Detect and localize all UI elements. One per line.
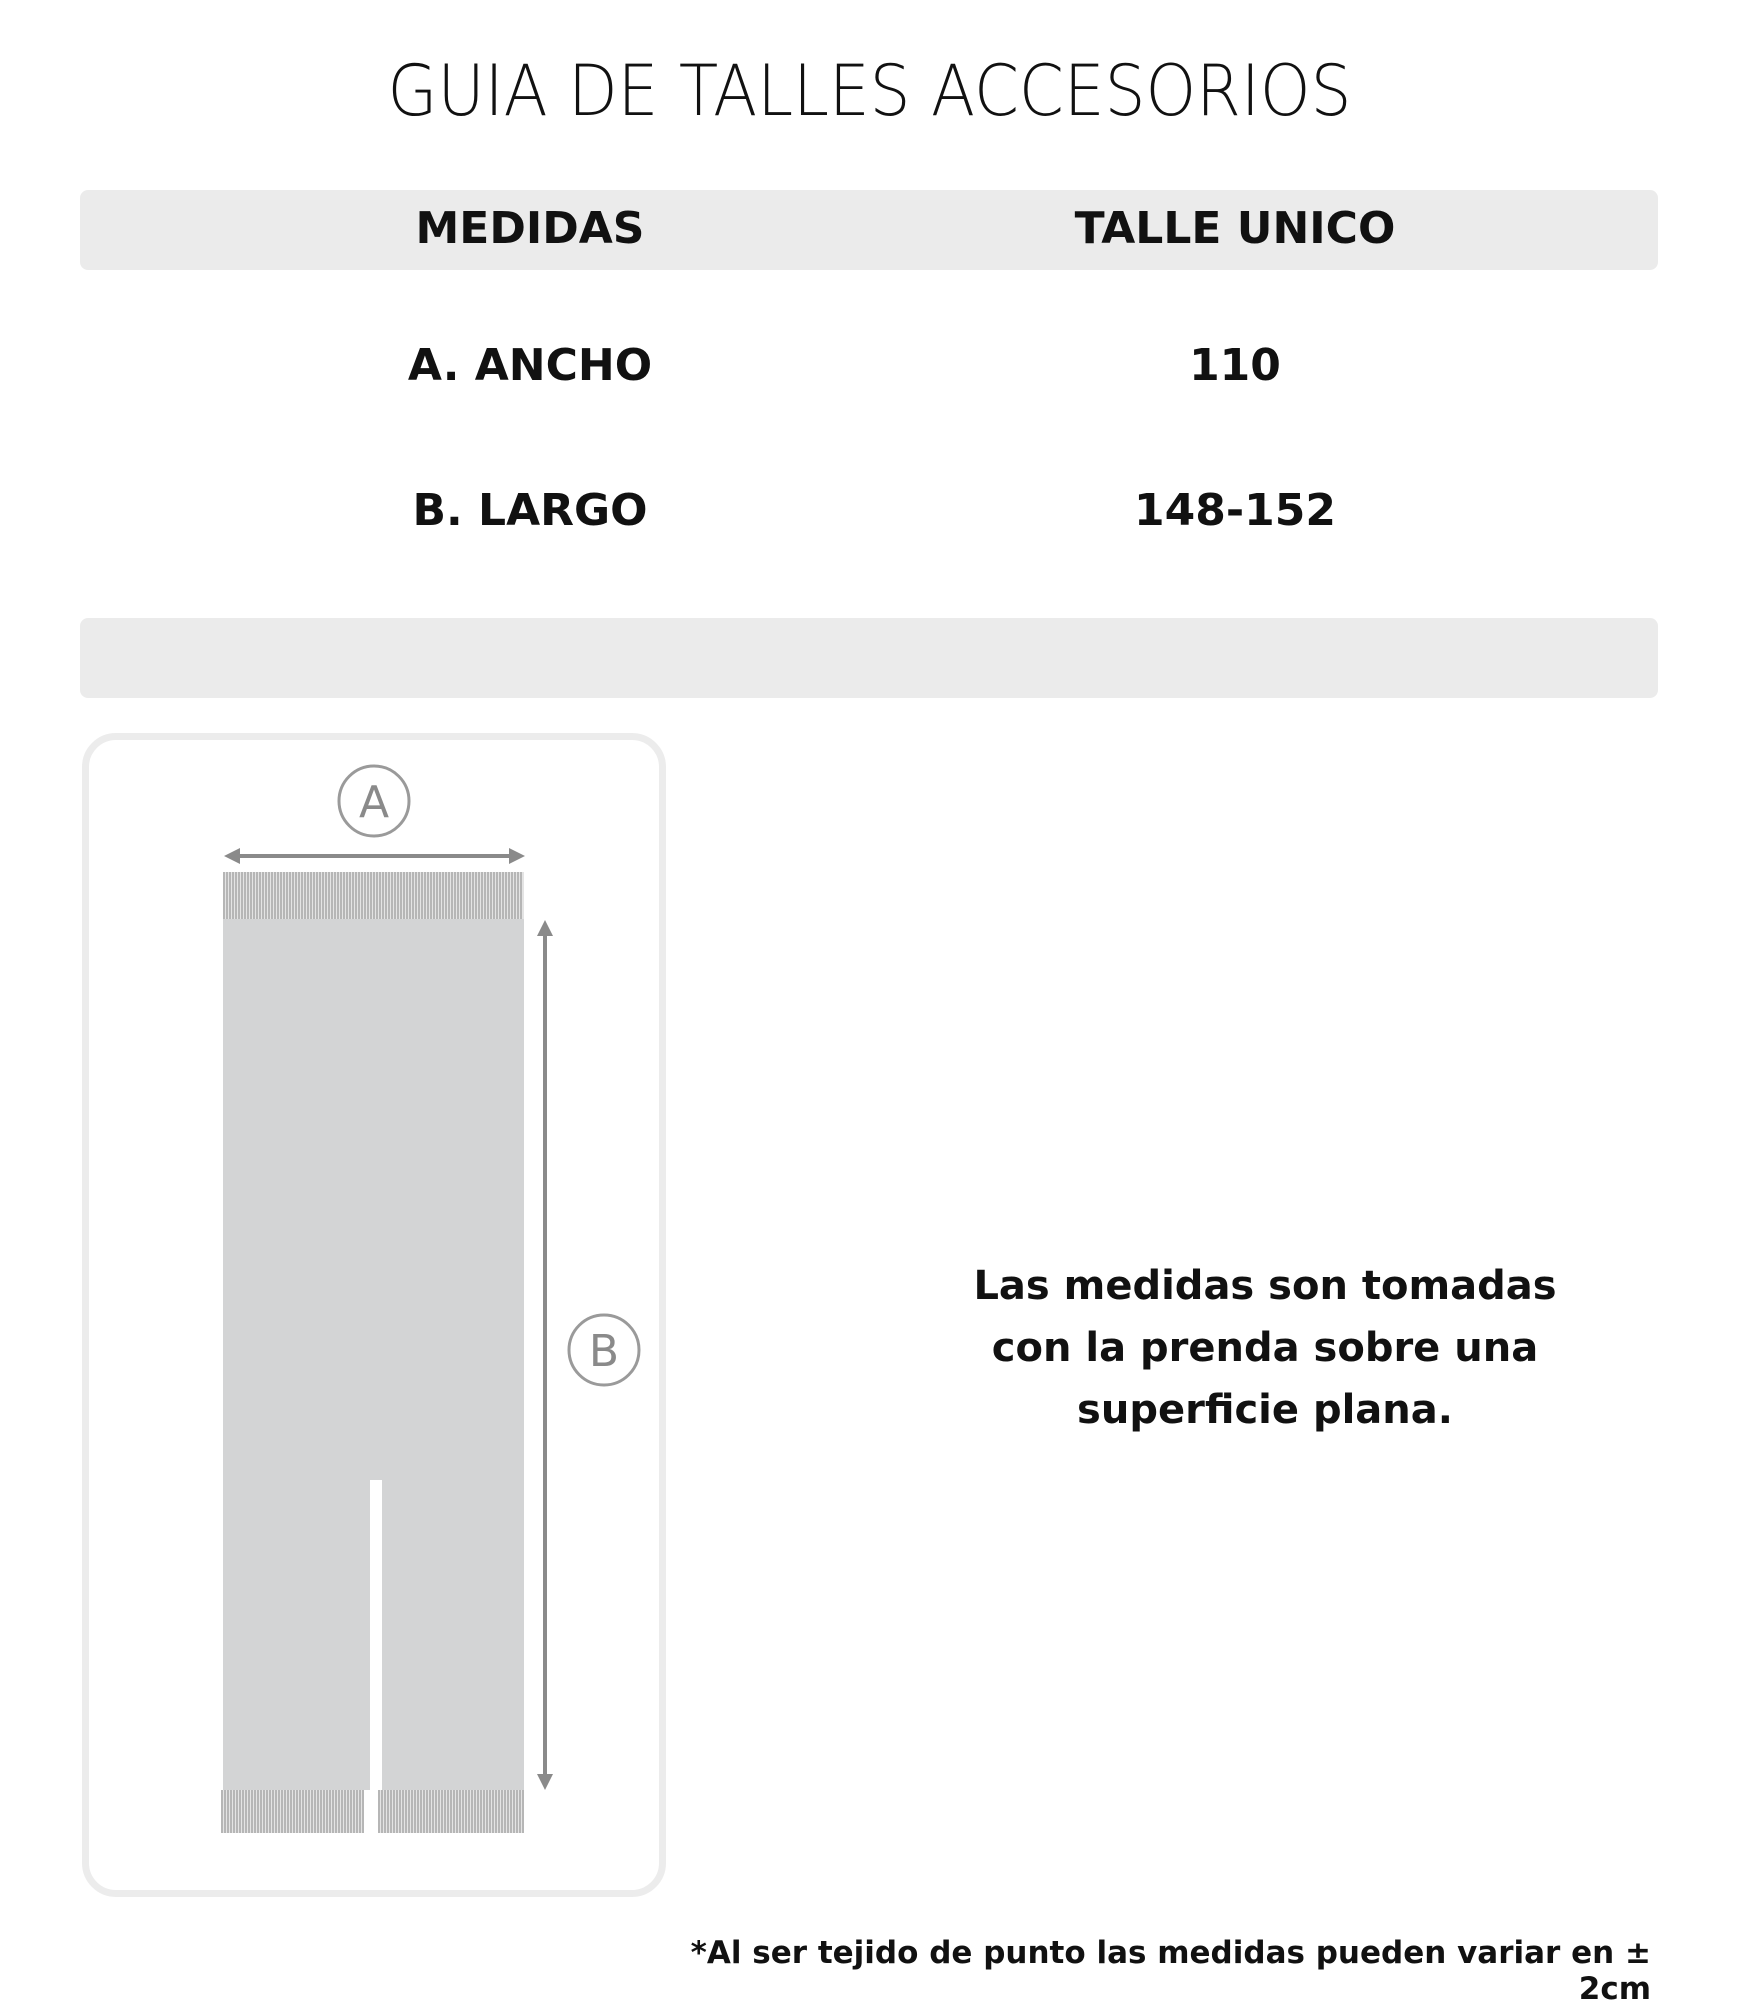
row-ancho-value: 110 xyxy=(1189,340,1281,391)
label-a: A xyxy=(358,777,390,828)
header-talle-unico: TALLE UNICO xyxy=(1074,203,1396,254)
footnote: *Al ser tejido de punto las medidas pueden variar en ± 2cm xyxy=(690,1935,1651,2007)
label-b: B xyxy=(588,1326,620,1377)
table-footer-band xyxy=(80,618,1658,698)
top-fringe xyxy=(223,872,524,919)
row-largo-value: 148-152 xyxy=(1134,485,1336,536)
row-largo-label: B. LARGO xyxy=(412,485,648,536)
label-b-badge xyxy=(569,1315,639,1385)
scarf-body xyxy=(223,919,524,1790)
page-title: GUIA DE TALLES ACCESORIOS xyxy=(387,50,1352,132)
width-arrow xyxy=(224,848,525,864)
header-medidas: MEDIDAS xyxy=(415,203,645,254)
scarf-diagram xyxy=(82,733,666,1897)
length-arrow xyxy=(537,920,553,1790)
measurement-note: Las medidas son tomadas con la prenda sobre una superficie plana. xyxy=(973,1263,1557,1433)
bottom-fringe xyxy=(221,1790,524,1833)
row-ancho-label: A. ANCHO xyxy=(407,340,653,391)
label-a-badge xyxy=(339,766,409,836)
